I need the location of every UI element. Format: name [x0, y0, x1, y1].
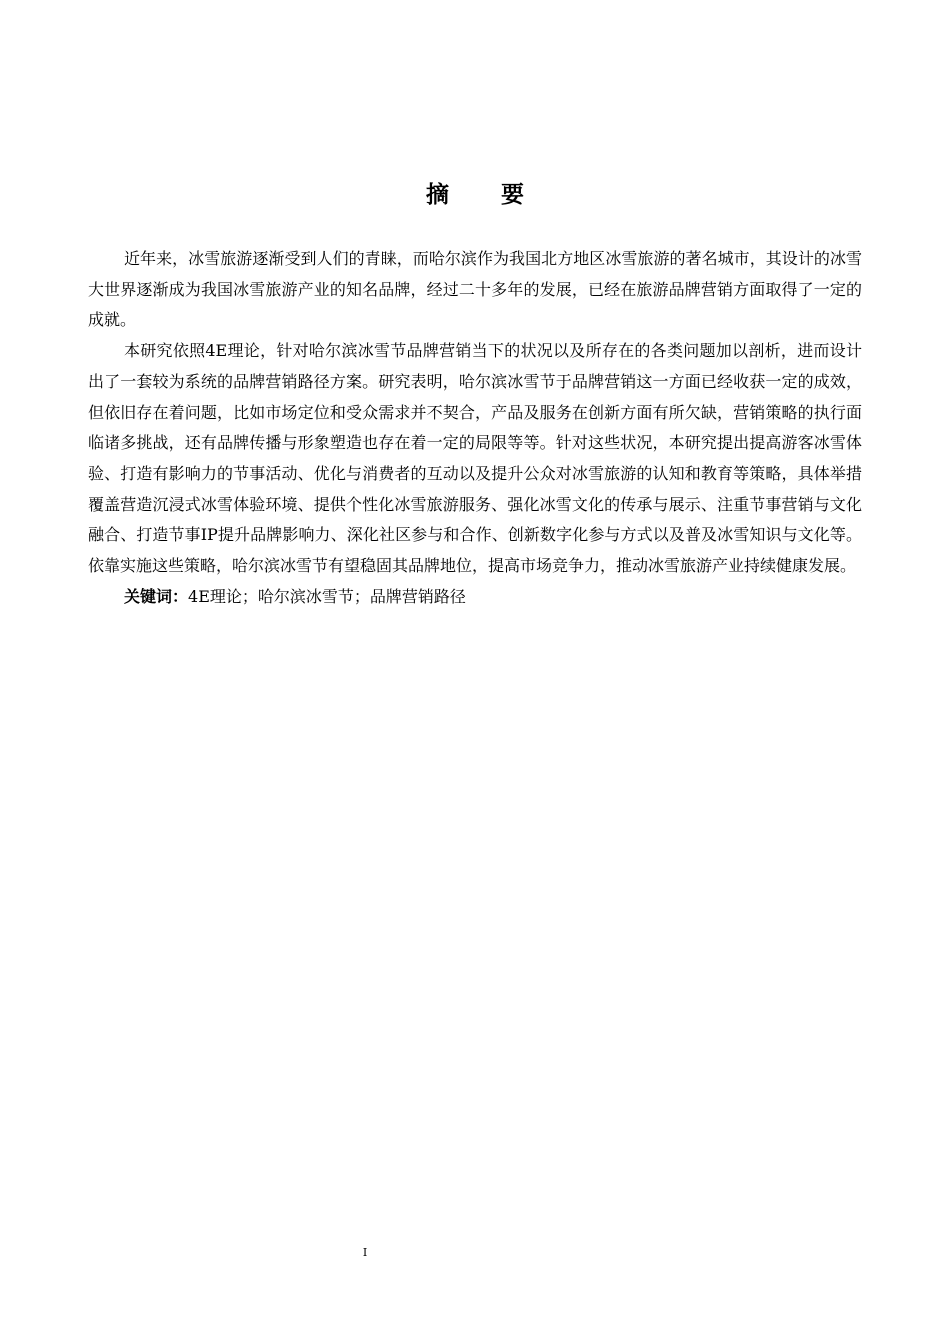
- abstract-paragraph-1: 近年来，冰雪旅游逐渐受到人们的青睐，而哈尔滨作为我国北方地区冰雪旅游的著名城市，其设计的冰雪大世界逐渐成为我国冰雪旅游产业的知名品牌，经过二十多年的发展，已经在旅游品牌营销方面取得了一定的成就。: [88, 249, 862, 330]
- page-number: I: [362, 1246, 368, 1259]
- keywords-text: 4E理论；哈尔滨冰雪节；品牌营销路径: [188, 586, 466, 606]
- keywords-label: 关键词：: [124, 586, 189, 606]
- keywords-line: [88, 582, 862, 613]
- abstract-title: 摘要: [426, 182, 576, 208]
- abstract-body: [88, 244, 862, 612]
- abstract-paragraph-2: 本研究依照4E理论，针对哈尔滨冰雪节品牌营销当下的状况以及所存在的各类问题加以剖析，进而设计出了一套较为系统的品牌营销路径方案。研究表明，哈尔滨冰雪节于品牌营销这一方面已经收获一定的成效，但依旧存在着问题，比如市场定位和受众需求并不契合，产品及服务在创新方面有所欠缺，营销策略的执行面临诸多挑战，还有品牌传播与形象塑造也存在着一定的局限等等。针对这些状况，本研究提出提高游客冰雪体验、打造有影响力的节事活动、优化与消费者的互动以及提升公众对冰雪旅游的认知和教育等策略，具体举措覆盖营造沉浸式冰雪体验环境、提供个性化冰雪旅游服务、强化冰雪文化的传承与展示、注重节事营销与文化融合、打造节事IP提升品牌影响力、深化社区参与和合作、创新数字化参与方式以及普及冰雪知识与文化等。依靠实施这些策略，哈尔滨冰雪节有望稳固其品牌地位，提高市场竞争力，推动冰雪旅游产业持续健康发展。: [88, 341, 862, 576]
